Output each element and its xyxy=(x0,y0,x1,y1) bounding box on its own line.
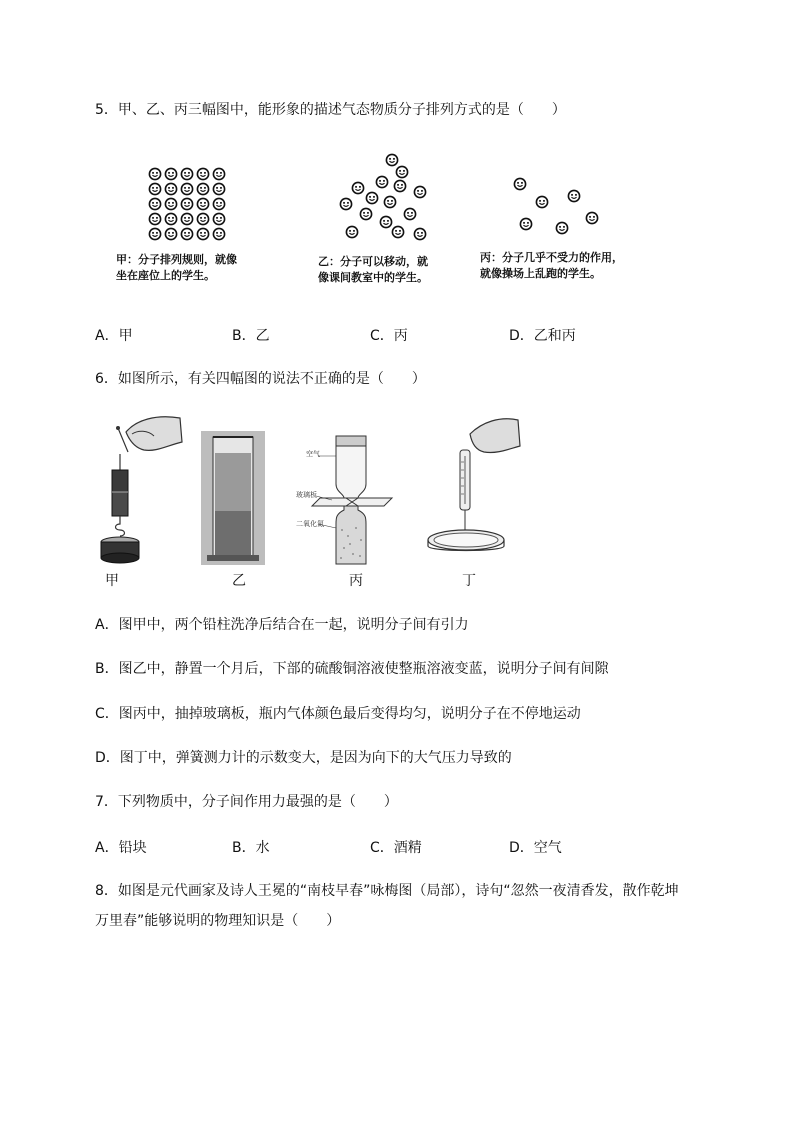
q7-option-a: A．铅块 xyxy=(95,840,147,856)
molecule-icon xyxy=(380,216,391,227)
molecule-icon xyxy=(536,196,547,207)
q5-bing-caption-1: 丙：分子几乎不受力的作用， xyxy=(480,251,623,264)
molecule-icon xyxy=(165,183,176,194)
molecule-icon xyxy=(392,226,403,237)
molecule-icon xyxy=(149,168,160,179)
molecule-icon xyxy=(396,166,407,177)
q6-figure-ding xyxy=(426,416,526,566)
molecule-icon xyxy=(213,213,224,224)
q6-figure-jia xyxy=(96,412,186,568)
molecule-icon xyxy=(213,183,224,194)
molecule-icon xyxy=(404,208,415,219)
molecule-icon xyxy=(386,154,397,165)
molecule-icon xyxy=(340,198,351,209)
molecule-icon xyxy=(149,228,160,239)
molecule-icon xyxy=(568,190,579,201)
molecule-icon xyxy=(165,228,176,239)
molecule-icon xyxy=(149,198,160,209)
molecule-icon xyxy=(213,228,224,239)
molecule-icon xyxy=(514,178,525,189)
q6-stem: 6．如图所示，有关四幅图的说法不正确的是（ ） xyxy=(95,371,426,387)
molecule-icon xyxy=(181,228,192,239)
molecule-icon xyxy=(414,186,425,197)
q7-option-b: B．水 xyxy=(232,840,270,856)
q6-label-jia: 甲 xyxy=(105,573,119,589)
q5-bing-caption-2: 就像操场上乱跑的学生。 xyxy=(480,267,601,280)
q5-option-b: B．乙 xyxy=(232,328,270,344)
q8-stem-line-2: 万里春”能够说明的物理知识是（ ） xyxy=(95,913,341,929)
q7-option-d: D．空气 xyxy=(509,840,562,856)
molecule-icon xyxy=(181,198,192,209)
molecule-icon xyxy=(165,198,176,209)
q5-figure-bing xyxy=(508,176,604,236)
molecule-icon xyxy=(360,208,371,219)
q6-label-yi: 乙 xyxy=(232,573,246,589)
molecule-icon xyxy=(352,182,363,193)
molecule-icon xyxy=(181,183,192,194)
q5-figure-jia xyxy=(146,167,228,241)
molecule-icon xyxy=(197,213,208,224)
molecule-icon xyxy=(366,192,377,203)
q5-stem: 5．甲、乙、丙三幅图中，能形象的描述气态物质分子排列方式的是（ ） xyxy=(95,102,566,118)
molecule-icon xyxy=(384,196,395,207)
molecule-icon xyxy=(586,212,597,223)
q5-option-c: C．丙 xyxy=(370,328,408,344)
molecule-icon xyxy=(213,198,224,209)
q5-option-d: D．乙和丙 xyxy=(509,328,576,344)
molecule-icon xyxy=(197,228,208,239)
molecule-icon xyxy=(414,228,425,239)
molecule-icon xyxy=(394,180,405,191)
molecule-icon xyxy=(213,168,224,179)
q6-option-c: C．图丙中，抽掉玻璃板，瓶内气体颜色最后变得均匀，说明分子在不停地运动 xyxy=(95,706,581,722)
molecule-icon xyxy=(149,183,160,194)
molecule-icon xyxy=(149,213,160,224)
q6-label-bing: 丙 xyxy=(349,573,363,589)
q5-jia-caption-1: 甲：分子排列规则，就像 xyxy=(116,253,237,266)
molecule-icon xyxy=(197,183,208,194)
q6-bing-label-glass: 玻璃板 xyxy=(296,491,317,499)
molecule-icon xyxy=(181,213,192,224)
q5-yi-caption-2: 像课间教室中的学生。 xyxy=(318,271,428,284)
q6-figure-yi xyxy=(201,431,265,565)
molecule-icon xyxy=(165,168,176,179)
molecule-icon xyxy=(197,198,208,209)
q8-stem-line-1: 8．如图是元代画家及诗人王冕的“南枝早春”咏梅图（局部），诗句“忽然一夜清香发，散作乾坤 xyxy=(95,883,679,899)
molecule-icon xyxy=(197,168,208,179)
q6-option-b: B．图乙中，静置一个月后，下部的硫酸铜溶液使整瓶溶液变蓝，说明分子间有间隙 xyxy=(95,661,609,677)
q6-option-a: A．图甲中，两个铅柱洗净后结合在一起，说明分子间有引力 xyxy=(95,617,469,633)
q6-bing-label-no2: 二氧化氮 xyxy=(296,520,324,528)
q5-yi-caption-1: 乙：分子可以移动，就 xyxy=(318,255,428,268)
q6-option-d: D．图丁中，弹簧测力计的示数变大，是因为向下的大气压力导致的 xyxy=(95,750,512,766)
molecule-icon xyxy=(376,176,387,187)
molecule-icon xyxy=(556,222,567,233)
molecule-icon xyxy=(346,226,357,237)
q5-figure-yi xyxy=(336,152,436,244)
molecule-icon xyxy=(181,168,192,179)
q5-jia-caption-2: 坐在座位上的学生。 xyxy=(116,269,215,282)
q6-label-ding: 丁 xyxy=(462,573,476,589)
q6-bing-label-air: 空气 xyxy=(306,450,320,458)
q5-option-a: A．甲 xyxy=(95,328,133,344)
molecule-icon xyxy=(520,218,531,229)
molecule-icon xyxy=(165,213,176,224)
q7-option-c: C．酒精 xyxy=(370,840,422,856)
q7-stem: 7．下列物质中，分子间作用力最强的是（ ） xyxy=(95,794,398,810)
